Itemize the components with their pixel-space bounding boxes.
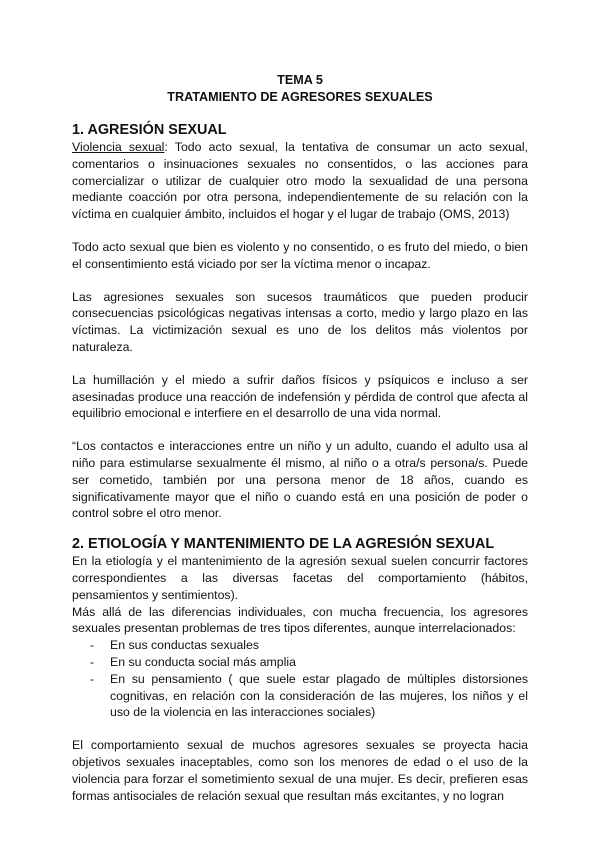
section-1-paragraph-5: “Los contactos e interacciones entre un niño y un adulto, cuando el adulto usa al niño para estimularse sexualmente él mismo, al niño o a otra/s persona/s. Puede ser cometido, también por una persona menor de 18 años, cuando es significativamente mayor que el niño o cuando está en una posición de poder o control sobre el otro menor.: [72, 439, 528, 521]
tema-label: TEMA 5: [277, 73, 323, 87]
definition-term: Violencia sexual: [72, 140, 165, 154]
definition-text: : Todo acto sexual, la tentativa de consumar un acto sexual, comentarios o insinuaciones sexuales no consentidos, o las acciones para comercializar o utilizar de cualquier otro modo la sexualidad de una persona mediante coacción por otra persona, independientemente de su relación con la víctima en cualquier ámbito, incluidos el hogar y el lugar de trabajo (OMS, 2013): [72, 140, 528, 222]
problem-types-list: [72, 637, 528, 721]
section-1-paragraph-4: La humillación y el miedo a sufrir daños físicos y psíquicos e incluso a ser asesinadas produce una reacción de indefensión y pérdida de control que afecta al equilibrio emocional e interfiere en el desarrollo de una vida normal.: [72, 372, 528, 421]
document-title: TRATAMIENTO DE AGRESORES SEXUALES: [167, 90, 433, 104]
list-item: - En su pensamiento ( que suele estar plagado de múltiples distorsiones cognitivas, en relación con la consideración de las mujeres, los niños y el uso de la violencia en las interacciones sociales): [72, 671, 528, 721]
section-1-paragraph-3: Las agresiones sexuales son sucesos traumáticos que pueden producir consecuencias psicológicas negativas intensas a corto, medio y largo plazo en las víctimas. La victimización sexual es uno de los delitos más violentos por naturaleza.: [72, 289, 528, 354]
section-2-paragraph-2: Más allá de las diferencias individuales, con mucha frecuencia, los agresores sexuales presentan problemas de tres tipos diferentes, aunque interrelacionados:: [72, 604, 528, 636]
list-item: - En sus conductas sexuales: [72, 637, 528, 654]
section-1-paragraph-2: Todo acto sexual que bien es violento y no consentido, o es fruto del miedo, o bien el consentimiento está viciado por ser la víctima menor o incapaz.: [72, 239, 528, 271]
section-2-heading: 2. ETIOLOGÍA Y MANTENIMIENTO DE LA AGRESIÓN SEXUAL: [72, 536, 495, 553]
list-item: - En su conducta social más amplia: [72, 654, 528, 671]
section-2-paragraph-3: El comportamiento sexual de muchos agresores sexuales se proyecta hacia objetivos sexuales inaceptables, como son los menores de edad o el uso de la violencia para forzar el sometimiento sexual de una mujer. Es decir, prefieren esas formas antisociales de relación sexual que resultan más excitantes, y no logran: [72, 738, 528, 803]
definition-paragraph: [72, 139, 528, 223]
section-2-paragraph-1: En la etiología y el mantenimiento de la agresión sexual suelen concurrir factores correspondientes a las diversas facetas del comportamiento (hábitos, pensamientos y sentimientos).: [72, 554, 528, 602]
section-1-heading: 1. AGRESIÓN SEXUAL: [72, 122, 227, 138]
